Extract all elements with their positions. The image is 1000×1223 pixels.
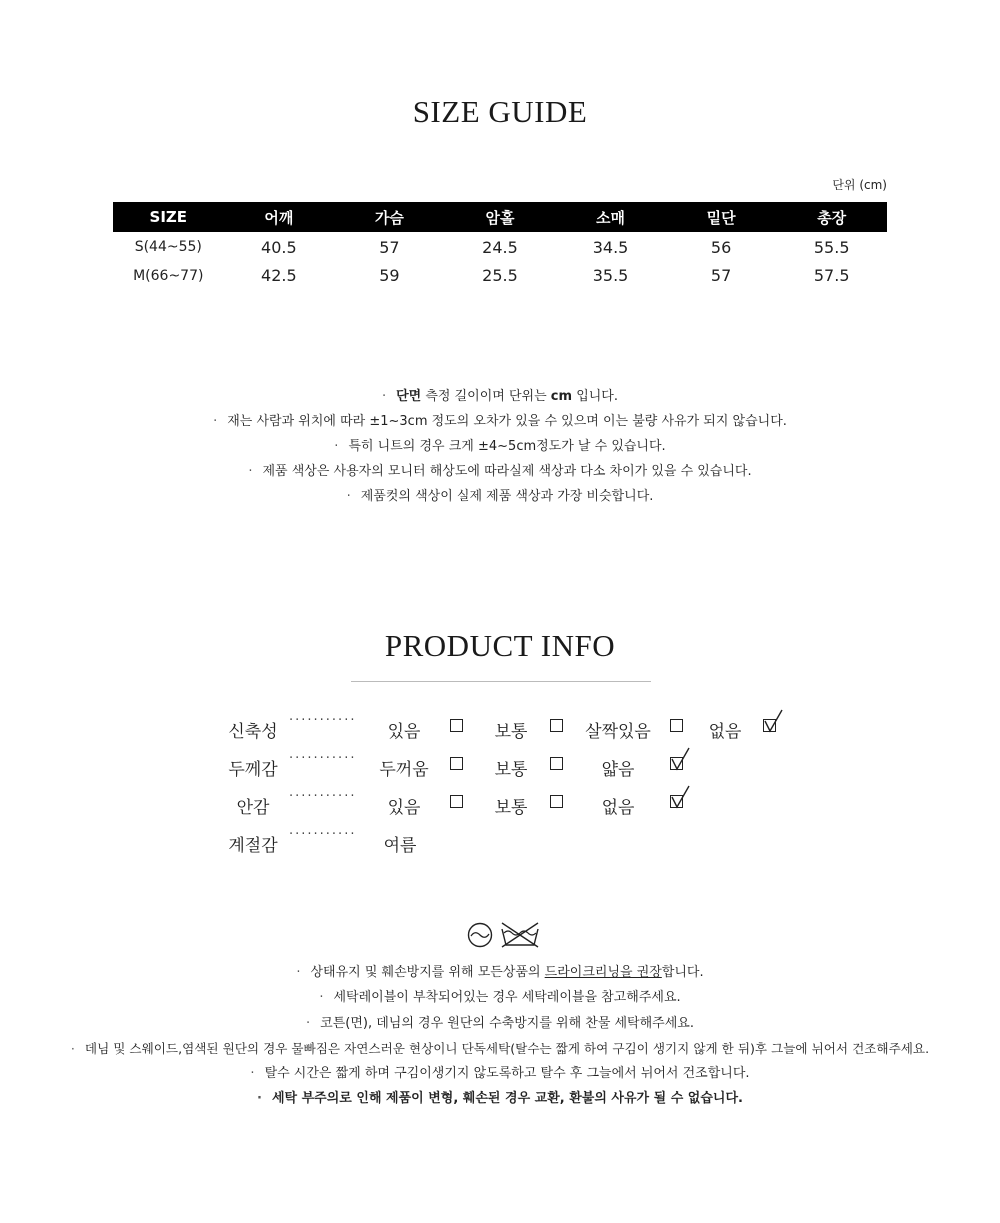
table-cell: 57.5 (813, 266, 850, 285)
care-text: 합니다. (661, 965, 704, 980)
size-table-header (113, 202, 887, 232)
note-bold: 단면 (396, 389, 422, 404)
col-chest: 가슴 (334, 202, 445, 232)
col-shoulder: 어깨 (224, 202, 335, 232)
measurement-notes (0, 384, 1000, 509)
option-label: 보통 (494, 722, 528, 742)
note-text: 제품 색상은 사용자의 모니터 해상도에 따라실제 색상과 다소 차이가 있을 수 있습니다. (262, 464, 752, 479)
checkbox[interactable] (450, 719, 463, 732)
option-label: 살짝있음 (585, 722, 651, 742)
care-warning: 세탁 부주의로 인해 제품이 변형, 훼손된 경우 교환, 환불의 사유가 될 수 없습니다. (271, 1091, 743, 1107)
care-line: · 탈수 시간은 짧게 하며 구김이생기지 않도록하고 탈수 후 그늘에서 뉘어서 건조합니다. (250, 1066, 750, 1082)
info-row-lining (0, 785, 1000, 823)
table-cell: 59 (379, 266, 400, 285)
option-label: 없음 (601, 798, 635, 818)
leader-dots: ··········· (289, 751, 357, 766)
note-text: 제품컷의 색상이 실제 제품 색상과 가장 비슷합니다. (360, 489, 654, 504)
care-text: 탈수 시간은 짧게 하며 구김이생기지 않도록하고 탈수 후 그늘에서 뉘어서 건조합니다. (264, 1066, 750, 1082)
leader-dots: ··········· (289, 789, 357, 804)
product-info-title: PRODUCT INFO (384, 628, 616, 663)
table-row (113, 262, 887, 289)
dry-clean-icon (469, 924, 492, 947)
size-guide-title: SIZE GUIDE (412, 94, 588, 129)
care-icons (467, 919, 539, 953)
col-length: 총장 (776, 202, 887, 232)
no-wash-icon (502, 923, 538, 947)
table-cell: 57 (379, 237, 400, 257)
info-row-season (0, 823, 1000, 861)
table-cell: 34.5 (592, 237, 629, 257)
checkbox-checked[interactable] (670, 757, 683, 770)
table-cell: 57 (710, 266, 732, 285)
option-label: 없음 (708, 722, 742, 742)
checkbox[interactable] (450, 795, 463, 808)
table-cell: 56 (710, 237, 732, 257)
info-label: 계절감 (228, 836, 278, 856)
table-cell: 35.5 (592, 266, 629, 285)
care-text: 코튼(면), 데님의 경우 원단의 수축방지를 위해 찬물 세탁해주세요. (320, 1015, 694, 1031)
care-line: · 세탁레이블이 부착되어있는 경우 세탁레이블을 참고해주세요. (319, 990, 681, 1006)
table-cell: 42.5 (261, 266, 297, 285)
col-armhole: 암홀 (445, 202, 556, 232)
option-label: 얇음 (601, 760, 635, 780)
info-label: 안감 (236, 798, 270, 818)
care-text: 데님 및 스웨이드,염색된 원단의 경우 물빠짐은 자연스러운 현상이니 단독세탁(탈수는 짧게 하여 구김이 생기지 않게 한 뒤)후 그늘에 뉘어서 건조해주세요. (84, 1040, 930, 1056)
check-icon (669, 746, 693, 772)
checkbox-checked[interactable] (763, 719, 776, 732)
note-line: · 제품 색상은 사용자의 모니터 해상도에 따라실제 색상과 다소 차이가 있을 수 있습니다. (248, 464, 752, 479)
care-notes (0, 960, 1000, 1112)
cell-size: S(44~55) (134, 239, 202, 255)
table-cell: 25.5 (482, 266, 518, 285)
leader-dots: ··········· (289, 827, 357, 842)
checkbox[interactable] (670, 719, 683, 732)
care-line: · 데님 및 스웨이드,염색된 원단의 경우 물빠짐은 자연스러운 현상이니 단독세탁(탈수는 짧게 하여 구김이 생기지 않게 한 뒤)후 그늘에 뉘어서 건조해주세요. (70, 1040, 930, 1056)
note-line: · 특히 니트의 경우 크게 ±4~5cm정도가 날 수 있습니다. (334, 439, 666, 454)
col-size: SIZE (113, 202, 224, 232)
table-cell: 24.5 (482, 237, 518, 257)
note-line: · 제품컷의 색상이 실제 제품 색상과 가장 비슷합니다. (346, 489, 654, 504)
care-line: · 세탁 부주의로 인해 제품이 변형, 훼손된 경우 교환, 환불의 사유가 될 수 없습니다. (257, 1091, 743, 1107)
table-row (113, 232, 887, 262)
check-icon (762, 708, 786, 734)
size-table (113, 202, 887, 289)
checkbox[interactable] (550, 795, 563, 808)
note-line: · 재는 사람과 위치에 따라 ±1~3cm 정도의 오차가 있을 수 있으며 이는 불량 사유가 되지 않습니다. (213, 414, 787, 429)
note-unit: cm (550, 389, 573, 404)
option-label: 여름 (383, 836, 417, 856)
option-label: 두꺼움 (379, 760, 429, 780)
cell-size: M(66~77) (133, 267, 204, 284)
info-row-thickness (0, 747, 1000, 785)
checkbox[interactable] (550, 719, 563, 732)
care-underlined: 드라이크리닝을 권장 (544, 965, 662, 980)
info-label: 신축성 (228, 722, 278, 742)
note-text: 특히 니트의 경우 크게 ±4~5cm정도가 날 수 있습니다. (348, 439, 666, 454)
col-sleeve: 소매 (555, 202, 666, 232)
option-label: 있음 (387, 722, 421, 742)
table-cell: 40.5 (261, 237, 297, 257)
option-label: 보통 (494, 798, 528, 818)
checkbox[interactable] (550, 757, 563, 770)
note-text: 입니다. (572, 389, 619, 404)
option-label: 있음 (387, 798, 421, 818)
table-cell: 55.5 (813, 237, 850, 257)
checkbox-checked[interactable] (670, 795, 683, 808)
care-line: · 상태유지 및 훼손방지를 위해 모든상품의 드라이크리닝을 권장합니다. (296, 965, 704, 980)
leader-dots: ··········· (289, 713, 357, 728)
info-row-stretch (0, 709, 1000, 747)
note-text: 측정 길이이며 단위는 (421, 389, 551, 404)
care-text: 세탁레이블이 부착되어있는 경우 세탁레이블을 참고해주세요. (333, 990, 681, 1006)
care-text: 상태유지 및 훼손방지를 위해 모든상품의 (310, 965, 545, 980)
info-label: 두께감 (228, 760, 278, 780)
unit-label: 단위 (cm) (832, 178, 887, 192)
checkbox[interactable] (450, 757, 463, 770)
note-text: 재는 사람과 위치에 따라 ±1~3cm 정도의 오차가 있을 수 있으며 이는 불량 사유가 되지 않습니다. (227, 414, 787, 429)
col-hem: 밑단 (666, 202, 777, 232)
care-line: · 코튼(면), 데님의 경우 원단의 수축방지를 위해 찬물 세탁해주세요. (306, 1015, 694, 1031)
title-divider (351, 681, 651, 682)
note-line: · 단면 측정 길이이며 단위는 cm 입니다. (381, 389, 619, 404)
check-icon (669, 784, 693, 810)
option-label: 보통 (494, 760, 528, 780)
